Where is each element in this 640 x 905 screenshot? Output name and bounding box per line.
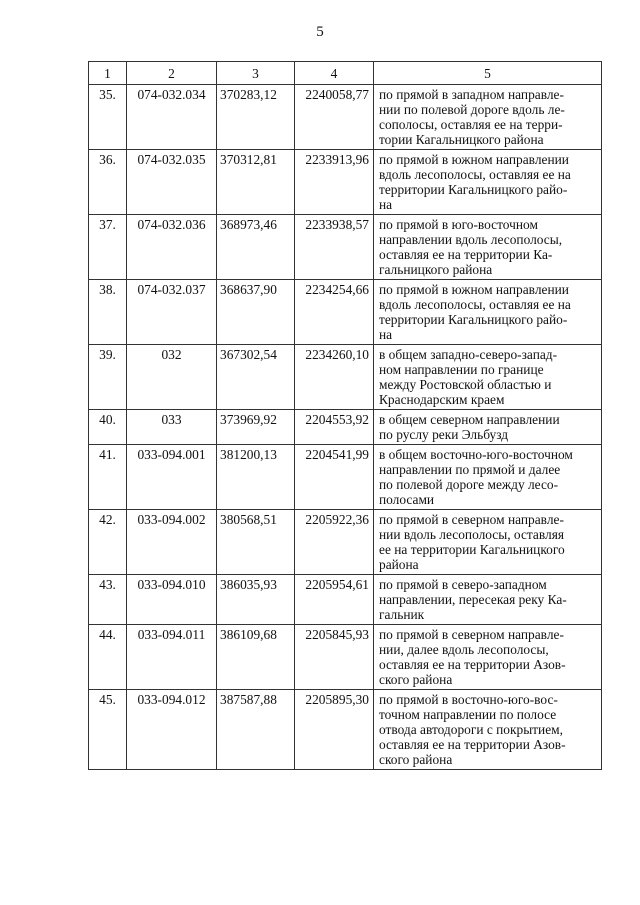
boundary-description [374, 85, 602, 150]
description-line: отвода автодороги с покрытием, [379, 722, 563, 737]
point-code: 074-032.034 [127, 85, 217, 150]
table-row [89, 510, 602, 575]
coordinate-x: 370312,81 [217, 150, 295, 215]
description-line: в общем северном направлении [379, 412, 560, 427]
point-code: 074-032.035 [127, 150, 217, 215]
point-code: 033 [127, 410, 217, 445]
boundary-description [374, 575, 602, 625]
coordinate-x: 368637,90 [217, 280, 295, 345]
description-line: между Ростовской областью и [379, 377, 552, 392]
description-line: вдоль лесополосы, оставляя ее на [379, 167, 571, 182]
point-code: 032 [127, 345, 217, 410]
description-line: точном направлении по полосе [379, 707, 557, 722]
row-number: 45. [89, 690, 127, 770]
point-code: 033-094.011 [127, 625, 217, 690]
coordinate-x: 381200,13 [217, 445, 295, 510]
description-line: направлении по прямой и далее [379, 462, 561, 477]
description-line: направлении вдоль лесополосы, [379, 232, 563, 247]
description-line: оставляя ее на территории Ка- [379, 247, 553, 262]
boundary-points-table [88, 61, 602, 770]
description-line: по полевой дороге между лесо- [379, 477, 559, 492]
column-header: 4 [295, 62, 374, 85]
coordinate-y: 2205922,36 [295, 510, 374, 575]
row-number: 36. [89, 150, 127, 215]
description-line: территории Кагальницкого райо- [379, 312, 568, 327]
table-row [89, 445, 602, 510]
row-number: 37. [89, 215, 127, 280]
table-row [89, 410, 602, 445]
point-code: 074-032.036 [127, 215, 217, 280]
description-line: направлении, пересекая реку Ка- [379, 592, 567, 607]
row-number: 40. [89, 410, 127, 445]
table-row [89, 150, 602, 215]
description-line: нии по полевой дороге вдоль ле- [379, 102, 565, 117]
coordinate-x: 380568,51 [217, 510, 295, 575]
table-row [89, 215, 602, 280]
description-line: по прямой в южном направлении [379, 152, 569, 167]
row-number: 39. [89, 345, 127, 410]
table-row [89, 625, 602, 690]
column-header: 5 [374, 62, 602, 85]
description-line: по прямой в юго-восточном [379, 217, 538, 232]
boundary-description [374, 625, 602, 690]
coordinate-y: 2234254,66 [295, 280, 374, 345]
description-line: по прямой в северо-западном [379, 577, 547, 592]
boundary-description [374, 445, 602, 510]
description-line: в общем восточно-юго-восточном [379, 447, 573, 462]
description-line: на [379, 197, 393, 212]
description-line: нии вдоль лесополосы, оставляя [379, 527, 565, 542]
description-line: в общем западно-северо-запад- [379, 347, 558, 362]
boundary-description [374, 215, 602, 280]
column-header: 3 [217, 62, 295, 85]
description-line: по руслу реки Эльбузд [379, 427, 509, 442]
table-header-row [89, 62, 602, 85]
description-line: гальницкого района [379, 262, 493, 277]
boundary-description [374, 280, 602, 345]
description-line: полосами [379, 492, 435, 507]
boundary-description [374, 690, 602, 770]
description-line: оставляя ее на территории Азов- [379, 657, 566, 672]
description-line: по прямой в северном направле- [379, 627, 564, 642]
coordinate-x: 386109,68 [217, 625, 295, 690]
coordinate-y: 2234260,10 [295, 345, 374, 410]
coordinate-y: 2205895,30 [295, 690, 374, 770]
row-number: 42. [89, 510, 127, 575]
point-code: 033-094.002 [127, 510, 217, 575]
description-line: Краснодарским краем [379, 392, 505, 407]
row-number: 38. [89, 280, 127, 345]
row-number: 44. [89, 625, 127, 690]
boundary-description [374, 150, 602, 215]
column-header: 1 [89, 62, 127, 85]
table-row [89, 345, 602, 410]
description-line: территории Кагальницкого райо- [379, 182, 568, 197]
description-line: гальник [379, 607, 425, 622]
boundary-description [374, 345, 602, 410]
boundary-description [374, 410, 602, 445]
page-number: 5 [316, 24, 324, 40]
row-number: 43. [89, 575, 127, 625]
coordinate-y: 2233913,96 [295, 150, 374, 215]
coordinate-y: 2204541,99 [295, 445, 374, 510]
coordinate-y: 2233938,57 [295, 215, 374, 280]
description-line: ского района [379, 752, 453, 767]
description-line: нии, далее вдоль лесополосы, [379, 642, 549, 657]
row-number: 41. [89, 445, 127, 510]
coordinate-y: 2205845,93 [295, 625, 374, 690]
description-line: тории Кагальницкого района [379, 132, 544, 147]
coordinate-x: 367302,54 [217, 345, 295, 410]
description-line: района [379, 557, 419, 572]
coordinate-y: 2204553,92 [295, 410, 374, 445]
coordinate-x: 373969,92 [217, 410, 295, 445]
description-line: ном направлении по границе [379, 362, 544, 377]
point-code: 033-094.010 [127, 575, 217, 625]
table-row [89, 690, 602, 770]
coordinate-x: 368973,46 [217, 215, 295, 280]
point-code: 074-032.037 [127, 280, 217, 345]
description-line: вдоль лесополосы, оставляя ее на [379, 297, 571, 312]
column-header: 2 [127, 62, 217, 85]
description-line: по прямой в северном направле- [379, 512, 564, 527]
table-row [89, 85, 602, 150]
description-line: по прямой в восточно-юго-вос- [379, 692, 558, 707]
description-line: ского района [379, 672, 453, 687]
table-row [89, 280, 602, 345]
coordinate-y: 2240058,77 [295, 85, 374, 150]
description-line: оставляя ее на территории Азов- [379, 737, 566, 752]
coordinate-x: 387587,88 [217, 690, 295, 770]
boundary-description [374, 510, 602, 575]
coordinate-x: 386035,93 [217, 575, 295, 625]
table-row [89, 575, 602, 625]
point-code: 033-094.001 [127, 445, 217, 510]
coordinate-y: 2205954,61 [295, 575, 374, 625]
description-line: по прямой в южном направлении [379, 282, 569, 297]
row-number: 35. [89, 85, 127, 150]
description-line: по прямой в западном направле- [379, 87, 564, 102]
point-code: 033-094.012 [127, 690, 217, 770]
description-line: сополосы, оставляя ее на терри- [379, 117, 563, 132]
description-line: на [379, 327, 393, 342]
description-line: ее на территории Кагальницкого [379, 542, 565, 557]
coordinate-x: 370283,12 [217, 85, 295, 150]
